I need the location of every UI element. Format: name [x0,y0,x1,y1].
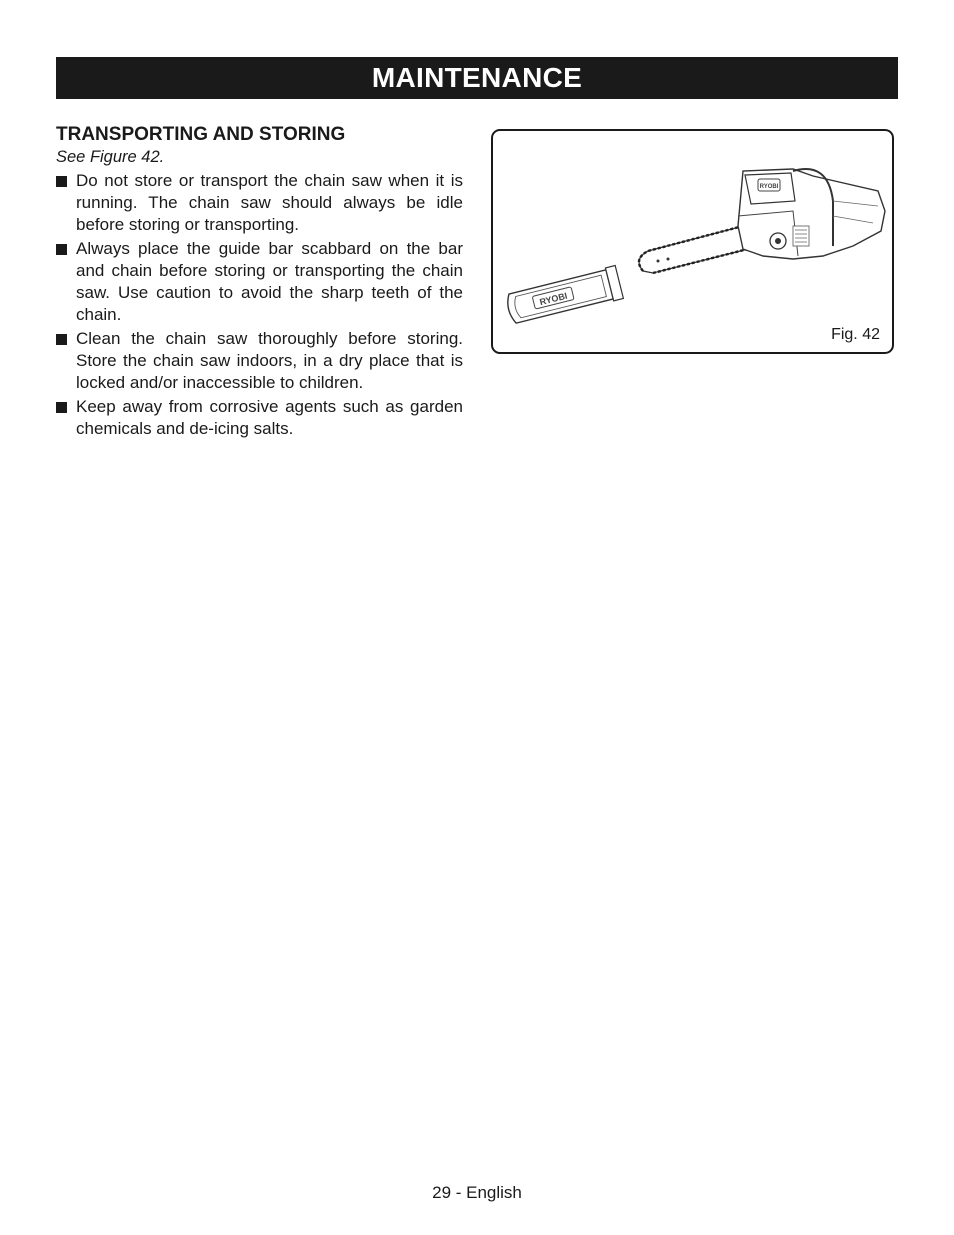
list-item-text: Keep away from corrosive agents such as garden chemicals and de-icing salts. [76,397,463,438]
figure-reference: See Figure 42. [56,148,165,166]
saw-body-illustration [738,169,885,259]
bullet-list [56,170,463,440]
saw-logo: RYOBI [759,184,779,190]
page-footer: 29 - English [432,1183,522,1202]
list-item-text: Do not store or transport the chain saw when it is running. The chain saw should always be idle before storing or transporting. [76,171,463,234]
text-column [56,124,463,442]
guide-bar-illustration [639,226,748,273]
square-bullet-icon [56,176,67,187]
scabbard-illustration [505,265,624,326]
scabbard-logo: RYOBI [538,290,569,308]
figure-caption: Fig. 42 [831,326,880,343]
list-item [56,170,463,236]
section-banner [56,57,898,99]
list-item-text: Always place the guide bar scabbard on the bar and chain before storing or transporting the chain saw. Use caution to avoid the sharp teeth of the chain. [76,239,463,324]
list-item-text: Clean the chain saw thoroughly before storing. Store the chain saw indoors, in a dry place that is locked and/or inaccessible to children. [76,329,463,392]
square-bullet-icon [56,244,67,255]
square-bullet-icon [56,402,67,413]
list-item [56,396,463,440]
section-heading: TRANSPORTING AND STORING [56,124,346,145]
figure-42 [491,129,894,354]
chain-saw-illustration [493,131,891,351]
page-title: MAINTENANCE [371,62,583,93]
square-bullet-icon [56,334,67,345]
list-item [56,328,463,394]
list-item [56,238,463,326]
